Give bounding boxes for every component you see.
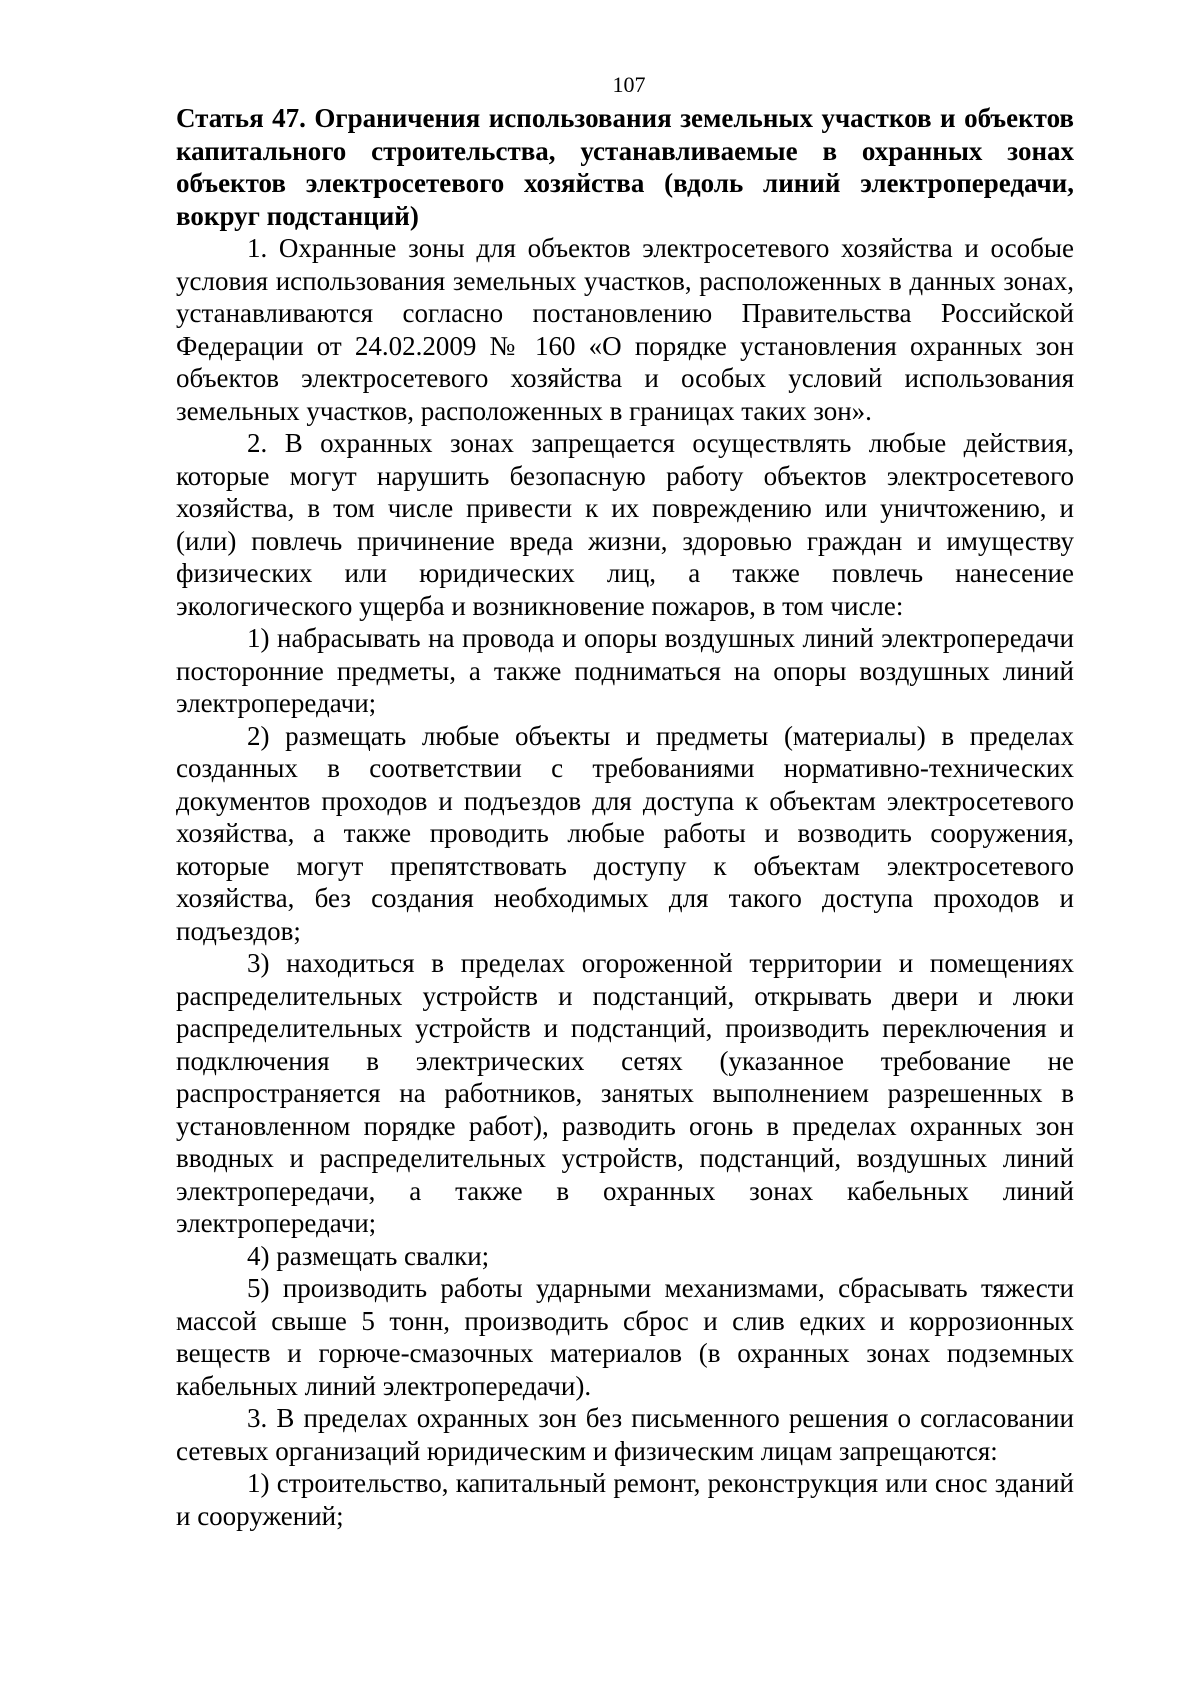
paragraph-3: 3. В пределах охранных зон без письменного решения о согласовании сетевых организаций юридическим и физическим лицам запрещаются: — [176, 1403, 1074, 1466]
paragraph-2-item-5: 5) производить работы ударными механизмами, сбрасывать тяжести массой свыше 5 тонн, производить сброс и слив едких и коррозионных веществ и горюче-смазочных материалов (в охранных зонах подземных кабельных линий электропередачи). — [176, 1273, 1074, 1401]
article-heading: Статья 47. Ограничения использования земельных участков и объектов капитального строительства, устанавливаемые в охранных зонах объектов электросетевого хозяйства (вдоль линий электропередачи, вокруг подстанций) — [176, 103, 1074, 231]
page-number: 107 — [612, 72, 646, 97]
paragraph-2-item-2: 2) размещать любые объекты и предметы (материалы) в пределах созданных в соответствии с требованиями нормативно-технических документов проходов и подъездов для доступа к объектам электросетевого хозяйства, а также проводить любые работы и возводить сооружения, которые могут препятствовать доступу к объектам электросетевого хозяйства, без создания необходимых для такого доступа проходов и подъездов; — [176, 720, 1074, 946]
paragraph-3-item-1: 1) строительство, капитальный ремонт, реконструкция или снос зданий и сооружений; — [176, 1468, 1074, 1531]
paragraph-2: 2. В охранных зонах запрещается осуществлять любые действия, которые могут нарушить безопасную работу объектов электросетевого хозяйства, в том числе привести к их повреждению или уничтожению, и (или) повлечь причинение вреда жизни, здоровью граждан и имуществу физических или юридических лиц, а также повлечь нанесение экологического ущерба и возникновение пожаров, в том числе: — [176, 428, 1074, 621]
paragraph-2-item-1: 1) набрасывать на провода и опоры воздушных линий электропередачи посторонние предметы, а также подниматься на опоры воздушных линий электропередачи; — [176, 623, 1074, 718]
paragraph-1: 1. Охранные зоны для объектов электросетевого хозяйства и особые условия использования земельных участков, расположенных в данных зонах, устанавливаются согласно постановлению Правительства Российской Федерации от 24.02.2009 № 160 «О порядке установления охранных зон объектов электросетевого хозяйства и особых условий использования земельных участков, расположенных в границах таких зон». — [176, 233, 1074, 426]
paragraph-2-item-3: 3) находиться в пределах огороженной территории и помещениях распределительных устройств и подстанций, открывать двери и люки распределительных устройств и подстанций, производить переключения и подключения в электрических сетях (указанное требование не распространяется на работников, занятых выполнением разрешенных в установленном порядке работ), разводить огонь в пределах охранных зон вводных и распределительных устройств, подстанций, воздушных линий электропередачи, а также в охранных зонах кабельных линий электропередачи; — [176, 948, 1074, 1238]
paragraph-2-item-4: 4) размещать свалки; — [247, 1240, 490, 1271]
